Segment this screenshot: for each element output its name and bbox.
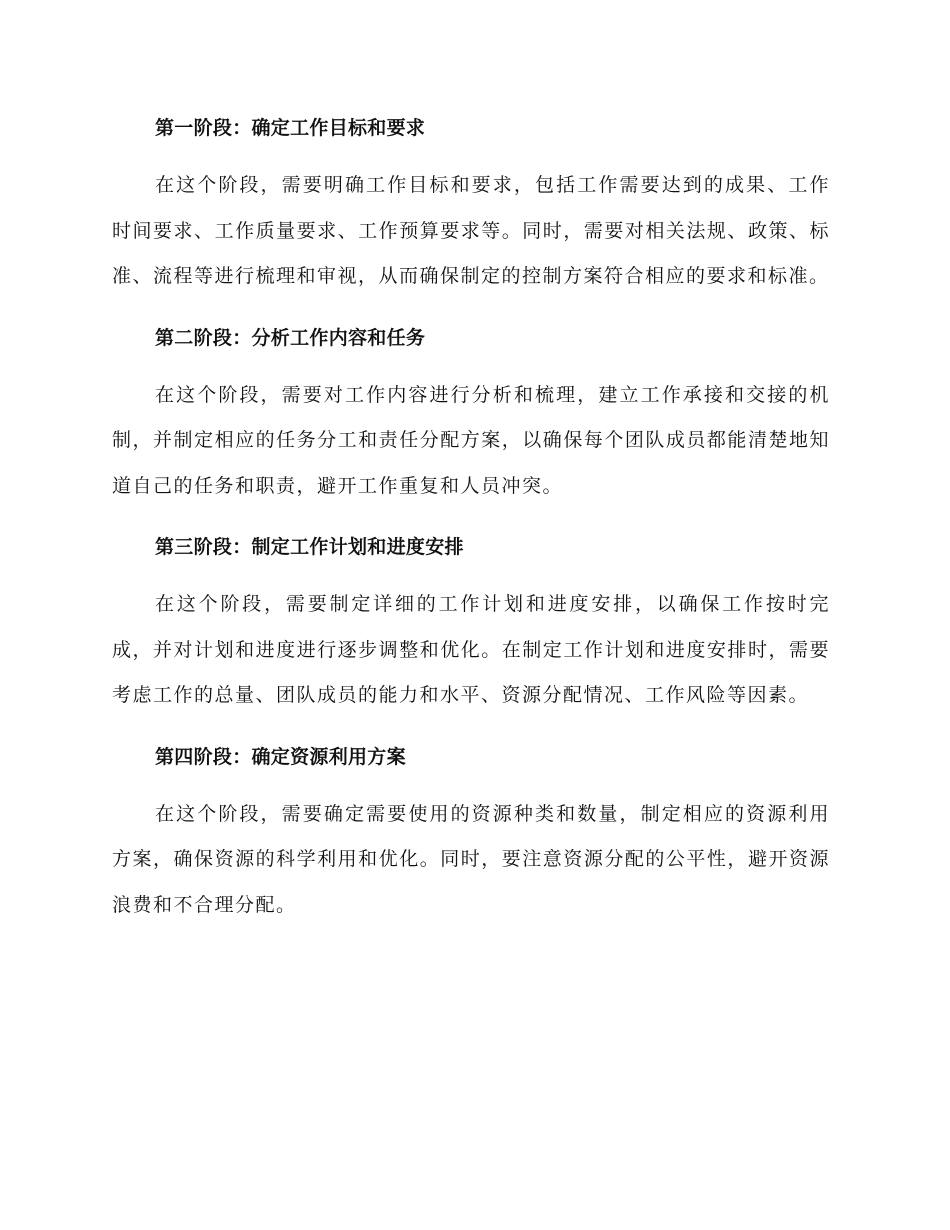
document-body xyxy=(112,113,830,951)
section-heading: 第二阶段：分析工作内容和任务 xyxy=(155,326,426,349)
section-paragraph: 在这个阶段，需要对工作内容进行分析和梳理，建立工作承接和交接的机制，并制定相应的任务分工和责任分配方案，以确保每个团队成员都能清楚地知道自己的任务和职责，避开工作重复和人员冲突。 xyxy=(112,383,830,497)
section-heading: 第三阶段：制定工作计划和进度安排 xyxy=(155,536,464,558)
section-heading: 第一阶段：确定工作目标和要求 xyxy=(155,117,426,139)
section-2 xyxy=(112,323,830,510)
section-1 xyxy=(112,113,830,300)
section-heading: 第四阶段：确定资源利用方案 xyxy=(155,745,406,768)
section-paragraph: 在这个阶段，需要确定需要使用的资源种类和数量，制定相应的资源利用方案，确保资源的科学利用和优化。同时，要注意资源分配的公平性，避开资源浪费和不合理分配。 xyxy=(112,802,830,916)
section-paragraph: 在这个阶段，需要明确工作目标和要求，包括工作需要达到的成果、工作时间要求、工作质量要求、工作预算要求等。同时，需要对相关法规、政策、标准、流程等进行梳理和审视，从而确保制定的控制方案符合相应的要求和标准。 xyxy=(112,174,830,287)
section-3 xyxy=(112,532,830,719)
section-paragraph: 在这个阶段，需要制定详细的工作计划和进度安排，以确保工作按时完成，并对计划和进度进行逐步调整和优化。在制定工作计划和进度安排时，需要考虑工作的总量、团队成员的能力和水平、资源分配情况、工作风险等因素。 xyxy=(112,593,830,706)
section-4 xyxy=(112,742,830,929)
